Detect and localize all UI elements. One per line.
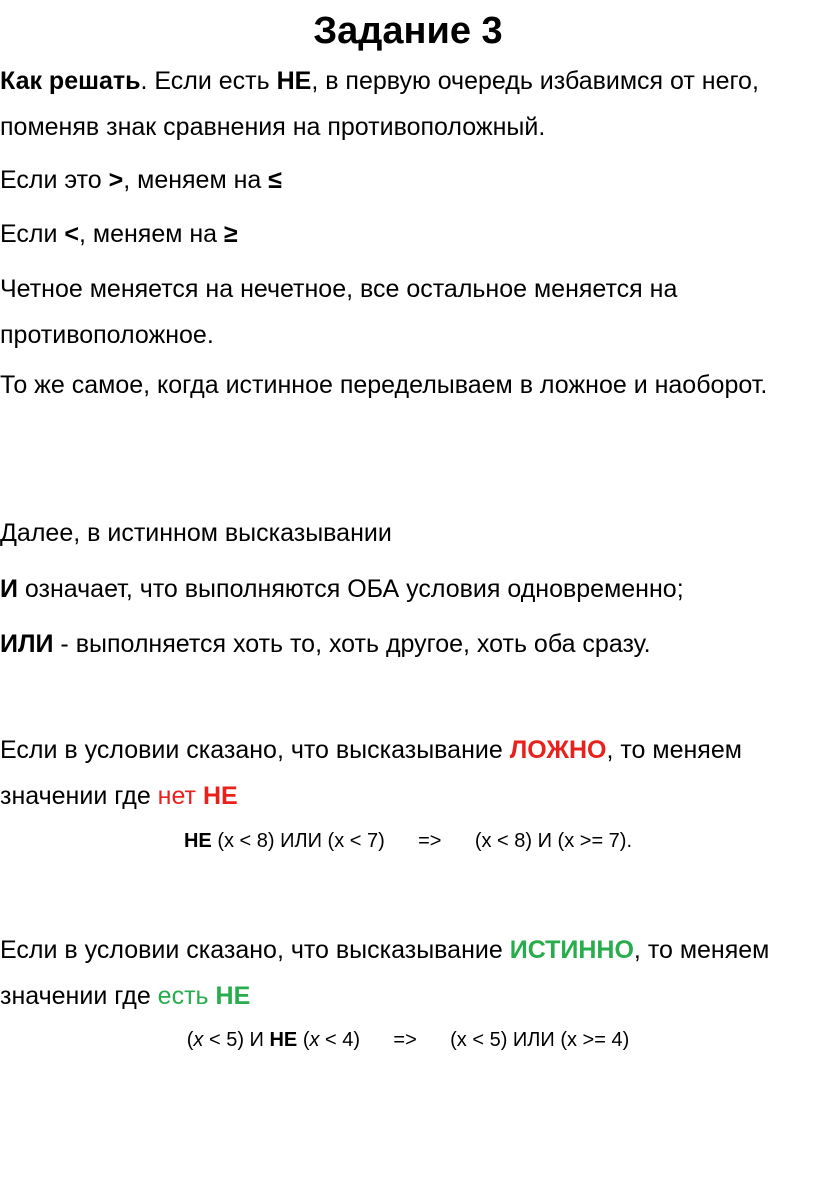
example-var: x <box>193 1029 204 1051</box>
text-fragment: , меняем на <box>123 166 269 194</box>
ne-keyword: НЕ <box>276 67 312 95</box>
example-paren: ( <box>186 1029 194 1051</box>
paragraph-and-meaning <box>0 566 810 612</box>
text-fragment: Если в условии сказано, что высказывание <box>0 936 510 964</box>
text-fragment: - выполняется хоть то, хоть другое, хоть оба сразу. <box>53 630 651 658</box>
less-equal-symbol: ≤ <box>268 166 282 194</box>
true-keyword: ИСТИННО <box>509 936 634 964</box>
paragraph-false-case <box>0 727 810 819</box>
text-fragment: Если <box>0 220 65 248</box>
no-word: нет <box>157 782 197 810</box>
text-fragment: Если это <box>0 166 109 194</box>
text-fragment: , меняем на <box>79 220 225 248</box>
text-fragment: , то меняем значении где <box>0 736 742 810</box>
text-fragment: означает, что выполняются ОБА условия одновременно; <box>17 575 684 603</box>
false-keyword: ЛОЖНО <box>509 736 607 764</box>
is-word: есть <box>157 982 209 1010</box>
paragraph-or-meaning <box>0 621 810 667</box>
paragraph-how-to-solve <box>0 58 810 150</box>
example-expression: (x < 8) ИЛИ (x < 7) => (x < 8) И (x >= 7). <box>211 830 633 852</box>
paragraph-even-odd: Четное меняется на нечетное, все остальное меняется на противоположное. <box>0 275 678 349</box>
example-expression: < 4) => (x < 5) ИЛИ (x >= 4) <box>319 1029 630 1051</box>
example-var: x <box>309 1029 320 1051</box>
greater-equal-symbol: ≥ <box>224 220 238 248</box>
example-expression: < 5) И <box>203 1029 270 1051</box>
example-ne: НЕ <box>269 1029 298 1051</box>
text-fragment: Если в условии сказано, что высказывание <box>0 736 510 764</box>
paragraph-less-rule <box>0 211 810 257</box>
less-symbol: < <box>64 220 80 248</box>
or-keyword: ИЛИ <box>0 630 54 658</box>
text-fragment: , то меняем значении где <box>0 936 770 1010</box>
text-fragment: . Если есть <box>140 67 277 95</box>
how-to-solve-label: Как решать <box>0 67 141 95</box>
ne-keyword-red: НЕ <box>202 782 238 810</box>
paragraph-true-false: То же самое, когда истинное переделываем в ложное и наоборот. <box>0 371 768 399</box>
and-keyword: И <box>0 575 18 603</box>
text-fragment: , в первую очередь избавимся от него, поменяв знак сравнения на противоположный. <box>0 67 759 141</box>
true-case-example <box>0 1025 816 1055</box>
example-ne: НЕ <box>183 830 212 852</box>
paragraph-greater-rule <box>0 157 810 203</box>
greater-symbol: > <box>108 166 124 194</box>
false-case-example <box>0 826 816 856</box>
example-paren: ( <box>297 1029 310 1051</box>
ne-keyword-green: НЕ <box>215 982 251 1010</box>
paragraph-true-case <box>0 927 810 1019</box>
page-title: Задание 3 <box>313 10 503 52</box>
paragraph-further: Далее, в истинном высказывании <box>0 519 392 547</box>
